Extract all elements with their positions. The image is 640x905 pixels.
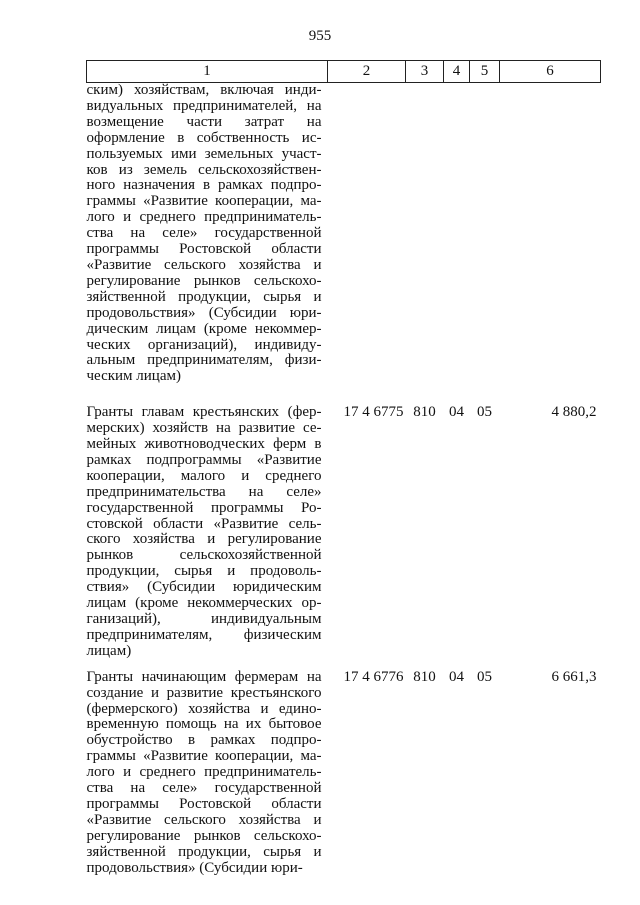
table-row (87, 83, 601, 396)
target-article-code (328, 83, 406, 396)
description-line: ческих организаций), индивиду- (86, 336, 322, 353)
row-description (87, 395, 328, 660)
description-line: ганизаций), индивидуальным (86, 611, 322, 627)
subsection-code: 05 (477, 404, 492, 421)
amount-value (500, 83, 601, 396)
description-line: пользуемых ими земельных участ- (86, 145, 322, 162)
description-line: лицам (кроме некоммерческих ор- (86, 595, 322, 612)
description-line: ствия» (Субсидии юридическим (86, 579, 322, 596)
description-line: ским) хозяйствам, включая инди- (86, 82, 322, 98)
column-header-5: 5 (470, 61, 500, 83)
section-code: 04 (449, 404, 464, 421)
description-line: зяйственной продукции, сырья и (86, 288, 322, 305)
description-line: Гранты начинающим фермерам на (86, 668, 322, 685)
table-body (87, 83, 601, 877)
expense-type-code: 810 (413, 404, 436, 421)
description-line: обустройство в рамках подпро- (86, 732, 322, 749)
description-line: зяйственной продукции, сырья и (86, 843, 322, 860)
description-line: программы Ростовской области (86, 795, 322, 812)
description-line: предпринимателям, физическим (86, 626, 322, 643)
description-line: кооперации, малого и среднего (86, 467, 322, 484)
budget-table (86, 60, 601, 877)
amount-value: 4 880,2 (551, 404, 597, 421)
description-line: дическим лицам (кроме некоммер- (86, 320, 322, 337)
subsection-code: 05 (477, 668, 492, 685)
description-line: ков из земель сельскохозяйствен- (86, 161, 322, 178)
section-code (444, 83, 470, 396)
description-line: регулирование рынков сельскохо- (86, 272, 322, 289)
table-row (87, 395, 601, 660)
description-line: ного назначения в рамках подпро- (86, 177, 322, 194)
section-code: 04 (449, 668, 464, 685)
description-line: лого и среднего предприниматель- (86, 764, 322, 781)
description-line: продовольствия» (Субсидии юри- (86, 859, 303, 876)
description-line: (фермерского) хозяйства и едино- (86, 700, 322, 717)
description-line: регулирование рынков сельскохо- (86, 827, 322, 844)
column-number-row (87, 61, 601, 83)
description-line: стовской области «Развитие сель- (86, 515, 322, 532)
description-line: продукции, сырья и продоволь- (86, 563, 322, 580)
expense-type-code (406, 83, 444, 396)
description-line: альным предпринимателям, физи- (86, 352, 322, 369)
description-line: «Развитие сельского хозяйства и (86, 256, 322, 273)
description-line: возмещение части затрат на (86, 113, 322, 130)
description-line: рынков сельскохозяйственной (86, 547, 322, 564)
column-header-4: 4 (444, 61, 470, 83)
description-line: Гранты главам крестьянских (фер- (86, 404, 322, 421)
description-line: «Развитие сельского хозяйства и (86, 811, 322, 828)
row-description (87, 83, 328, 396)
target-article-code: 17 4 6776 (343, 668, 404, 685)
description-line: государственной программы Ро- (86, 499, 322, 516)
column-header-2: 2 (328, 61, 406, 83)
page-number: 955 (308, 28, 332, 44)
description-line: программы Ростовской области (86, 241, 322, 258)
description-line: лого и среднего предприниматель- (86, 209, 322, 226)
description-line: лицам) (86, 642, 132, 659)
description-line: граммы «Развитие кооперации, ма- (86, 193, 322, 210)
description-line: рамках подпрограммы «Развитие (86, 451, 322, 468)
column-header-3: 3 (406, 61, 444, 83)
description-line: видуальных предпринимателей, на (86, 97, 322, 114)
column-header-6: 6 (500, 61, 601, 83)
description-line: предпринимательства на селе» (86, 483, 322, 500)
amount-value: 6 661,3 (551, 668, 597, 685)
description-line: продовольствия» (Субсидии юри- (86, 304, 322, 321)
target-article-code: 17 4 6775 (343, 404, 404, 421)
description-line: граммы «Развитие кооперации, ма- (86, 748, 322, 765)
description-line: мерских) хозяйств на развитие се- (86, 420, 322, 437)
subsection-code (470, 83, 500, 396)
description-line: ства на селе» государственной (86, 780, 322, 797)
column-header-1: 1 (87, 61, 328, 83)
description-line: оформление в собственность ис- (86, 129, 322, 146)
description-line: временную помощь на их бытовое (86, 716, 322, 733)
expense-type-code: 810 (413, 668, 436, 685)
description-line: ского хозяйства и регулирование (86, 531, 322, 548)
description-line: ства на селе» государственной (86, 225, 322, 242)
row-description (87, 660, 328, 877)
table-row (87, 660, 601, 877)
description-line: создание и развитие крестьянского (86, 684, 322, 701)
description-line: мейных животноводческих ферм в (86, 436, 322, 453)
description-line: ческим лицам) (86, 368, 181, 385)
